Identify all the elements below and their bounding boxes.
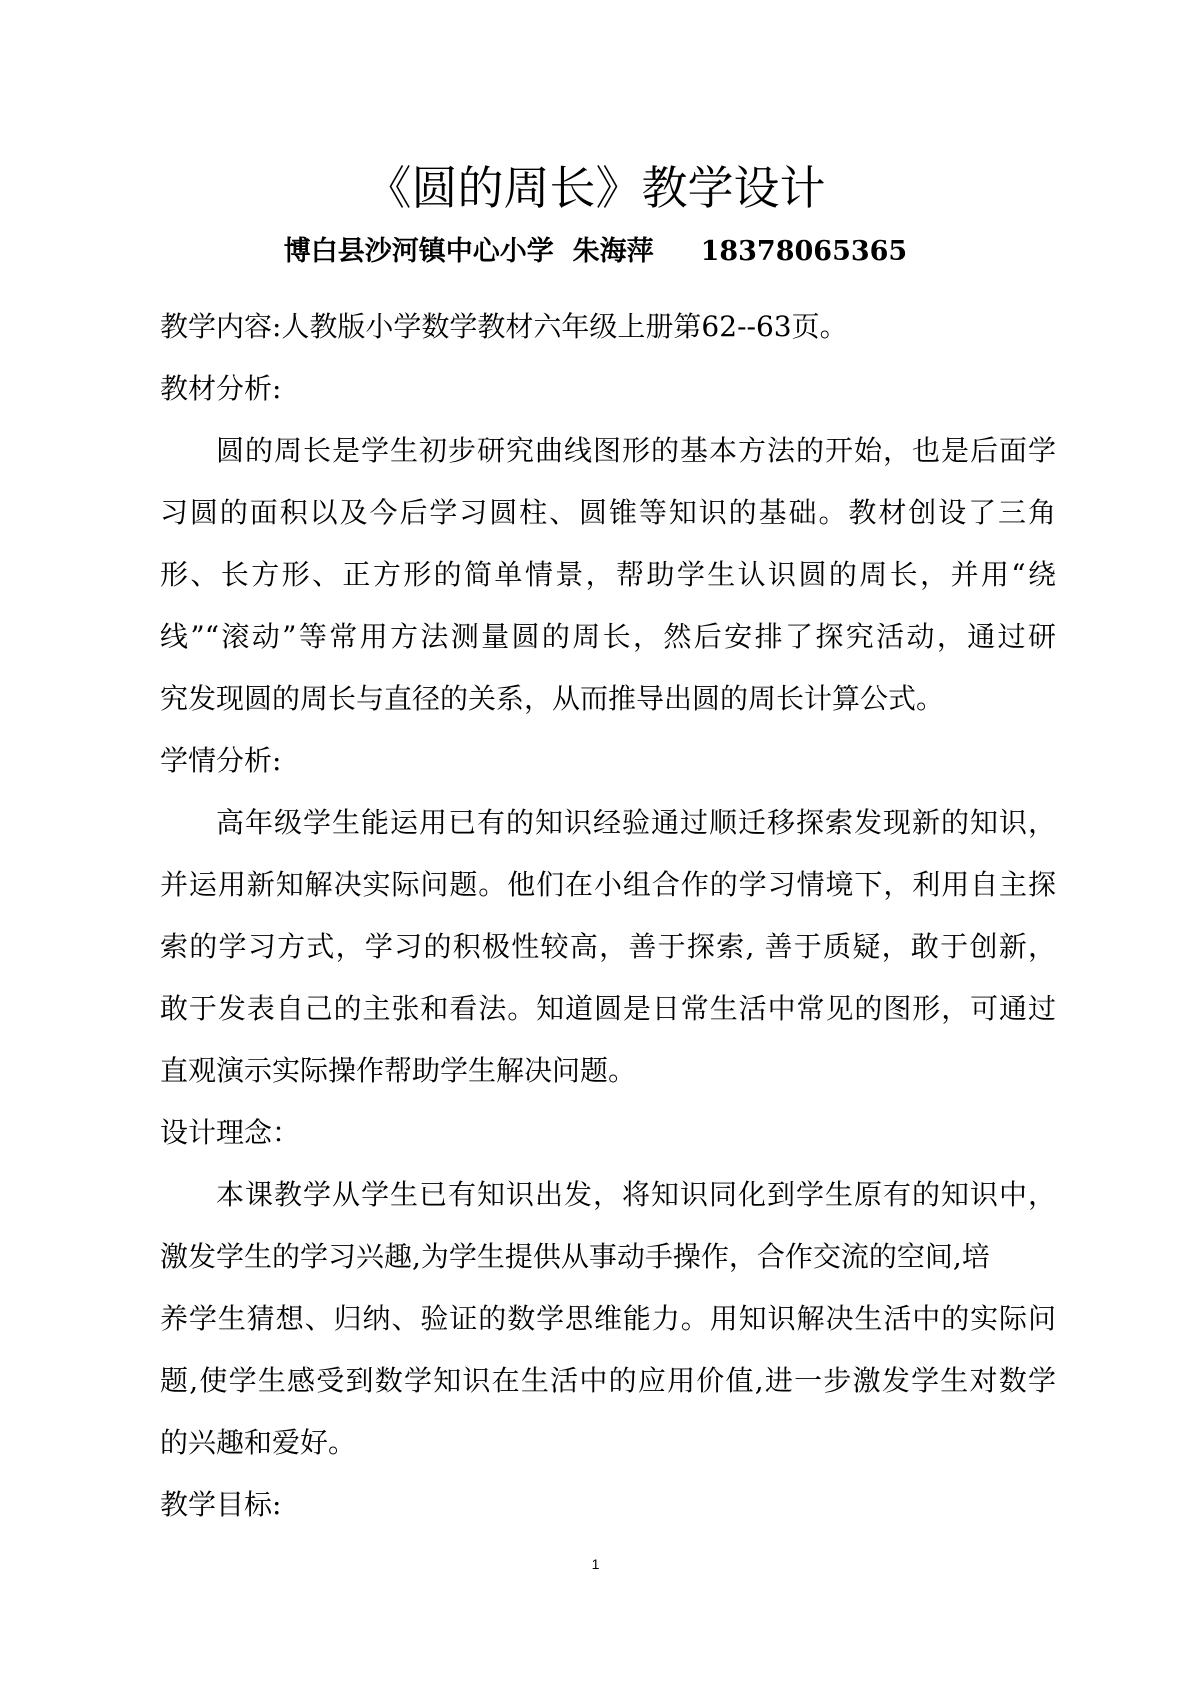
text-line: 学情分析:	[160, 744, 282, 777]
text-line: 线”“滚动”等常用方法测量圆的周长，然后安排了探究活动，通过研	[160, 620, 1056, 653]
text-line: 教学内容:人教版小学数学教材六年级上册第62--63页。	[160, 310, 848, 343]
text-line: 养学生猜想、归纳、验证的数学思维能力。用知识解决生活中的实际问	[160, 1302, 1056, 1335]
text-line: 圆的周长是学生初步研究曲线图形的基本方法的开始，也是后面学	[216, 434, 1056, 467]
author-line: 博白县沙河镇中心小学 朱海萍 18378065365	[283, 236, 908, 267]
text-line: 索的学习方式，学习的积极性较高，善于探索, 善于质疑，敢于创新，	[160, 930, 1056, 963]
text-line: 本课教学从学生已有知识出发，将知识同化到学生原有的知识中，	[216, 1178, 1056, 1211]
text-line: 习圆的面积以及今后学习圆柱、圆锥等知识的基础。教材创设了三角	[160, 496, 1056, 529]
text-line: 激发学生的学习兴趣,为学生提供从事动手操作，合作交流的空间,培	[160, 1240, 990, 1273]
text-line: 敢于发表自己的主张和看法。知道圆是日常生活中常见的图形，可通过	[160, 992, 1056, 1025]
text-line: 教学目标:	[160, 1488, 282, 1521]
text-line: 的兴趣和爱好。	[160, 1426, 357, 1459]
text-line: 高年级学生能运用已有的知识经验通过顺迁移探索发现新的知识，	[216, 806, 1056, 839]
document-title: 《圆的周长》教学设计	[365, 161, 826, 215]
document-body	[160, 296, 1056, 1536]
text-line: 形、长方形、正方形的简单情景，帮助学生认识圆的周长，并用“绕	[160, 558, 1056, 591]
text-line: 题,使学生感受到数学知识在生活中的应用价值,进一步激发学生对数学	[160, 1364, 1056, 1397]
page-number: 1	[591, 1556, 600, 1572]
text-line: 并运用新知解决实际问题。他们在小组合作的学习情境下，利用自主探	[160, 868, 1056, 901]
text-line: 教材分析:	[160, 372, 282, 405]
text-line: 究发现圆的周长与直径的关系，从而推导出圆的周长计算公式。	[160, 682, 945, 715]
text-line: 设计理念：	[160, 1116, 301, 1149]
text-line: 直观演示实际操作帮助学生解决问题。	[160, 1054, 637, 1087]
